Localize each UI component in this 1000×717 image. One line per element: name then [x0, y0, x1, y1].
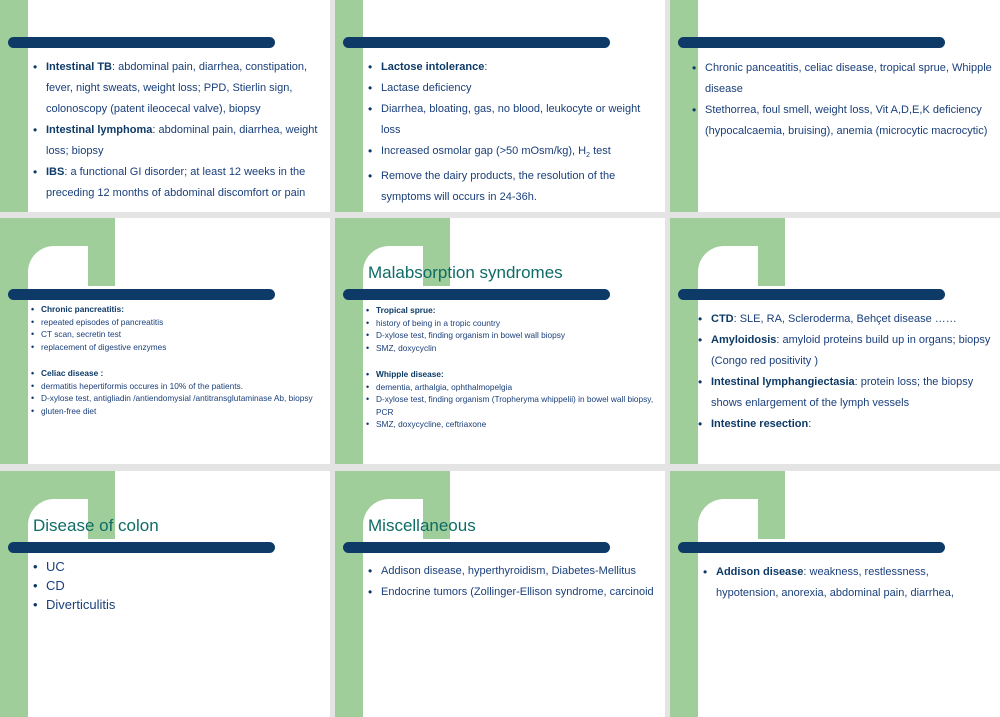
- slide-malabsorption[interactable]: [335, 218, 665, 464]
- list-item: • CT scan, secretin test: [31, 328, 321, 341]
- title-bar: [343, 542, 610, 553]
- title-bar: [343, 37, 610, 48]
- slide-title: Disease of colon: [33, 516, 159, 535]
- list-item: • Lactase deficiency: [368, 78, 653, 99]
- bullet-list: [698, 309, 993, 435]
- list-item: • Chronic pancreatitis:: [31, 303, 321, 316]
- slide-addison[interactable]: [670, 471, 1000, 717]
- list-item: • SMZ, doxycycline, ceftriaxone: [366, 418, 656, 431]
- list-item: • Diarrhea, bloating, gas, no blood, leukocyte or weight loss: [368, 99, 653, 141]
- list-item: • CD: [33, 576, 115, 595]
- list-item: • history of being in a tropic country: [366, 317, 656, 330]
- bullet-list: [703, 562, 993, 604]
- list-item: • CTD: SLE, RA, Scleroderma, Behçet disease ……: [698, 309, 993, 330]
- bullet-list: [368, 561, 658, 603]
- list-item: • D-xylose test, finding organism in bowel wall biopsy: [366, 329, 656, 342]
- slide-title: Malabsorption syndromes: [368, 263, 563, 282]
- list-item: • dermatitis hepertiformis occures in 10% of the patients.: [31, 380, 321, 393]
- list-item: • D-xylose test, antigliadin /antiendomysial /antitransglutaminase Ab, biopsy: [31, 392, 321, 405]
- bullet-list: [368, 57, 653, 208]
- slide-steatorrhea[interactable]: [670, 0, 1000, 212]
- title-bar: [8, 542, 275, 553]
- list-item: • Addison disease, hyperthyroidism, Diabetes-Mellitus: [368, 561, 658, 582]
- bullet-list: [33, 57, 318, 204]
- list-item: • gluten-free diet: [31, 405, 321, 418]
- bullet-list: [33, 557, 115, 614]
- slide-lactose-intolerance[interactable]: [335, 0, 665, 212]
- title-bar: [8, 289, 275, 300]
- title-bar: [678, 289, 945, 300]
- slide-ctd-amyloidosis[interactable]: [670, 218, 1000, 464]
- title-bar: [678, 542, 945, 553]
- list-item: • UC: [33, 557, 115, 576]
- list-item: • Celiac disease :: [31, 367, 321, 380]
- title-bar: [678, 37, 945, 48]
- list-item: • Stethorrea, foul smell, weight loss, Vit A,D,E,K deficiency (hypocalcaemia, bruising), anemia (microcytic macrocytic): [692, 100, 997, 142]
- bullet-list: [31, 303, 321, 417]
- title-bar: [343, 289, 610, 300]
- list-item: • Diverticulitis: [33, 595, 115, 614]
- slide-title: Miscellaneous: [368, 516, 476, 535]
- list-item: • Intestinal TB: abdominal pain, diarrhea, constipation, fever, night sweats, weight loss; PPD, Stierlin sign, colonoscopy (patent ileocecal valve), biopsy: [33, 57, 318, 120]
- list-item: • SMZ, doxycyclin: [366, 342, 656, 355]
- slide-intestinal-tb[interactable]: [0, 0, 330, 212]
- list-item: • Tropical sprue:: [366, 304, 656, 317]
- slide-disease-of-colon[interactable]: [0, 471, 330, 717]
- green-band: [335, 0, 363, 212]
- list-item: • Increased osmolar gap (>50 mOsm/kg), $H_2$ test: [368, 141, 653, 166]
- list-item: • Intestine resection:: [698, 414, 993, 435]
- slide-pancreatitis-celiac[interactable]: [0, 218, 330, 464]
- list-item: • Addison disease: weakness, restlessness, hypotension, anorexia, abdominal pain, diarrhea,: [703, 562, 993, 604]
- bullet-list: [692, 58, 997, 142]
- list-item: • Whipple disease:: [366, 368, 656, 381]
- list-item: • Remove the dairy products, the resolution of the symptoms will occurs in 24-36h.: [368, 166, 653, 208]
- list-item: • Lactose intolerance:: [368, 57, 653, 78]
- slide-miscellaneous[interactable]: [335, 471, 665, 717]
- list-item: • D-xylose test, finding organism (Tropheryma whippelii) in bowel wall biopsy, PCR: [366, 393, 656, 418]
- list-item: • dementia, arthalgia, ophthalmopelgia: [366, 381, 656, 394]
- bullet-list: [366, 304, 656, 431]
- green-band: [0, 0, 28, 212]
- list-item: • repeated episodes of pancreatitis: [31, 316, 321, 329]
- list-item: • replacement of digestive enzymes: [31, 341, 321, 354]
- list-item: • Chronic panceatitis, celiac disease, tropical sprue, Whipple disease: [692, 58, 997, 100]
- list-item: • Intestinal lymphangiectasia: protein loss; the biopsy shows enlargement of the lymph vessels: [698, 372, 993, 414]
- list-item: • IBS: a functional GI disorder; at least 12 weeks in the preceding 12 months of abdominal discomfort or pain: [33, 162, 318, 204]
- list-item: • Intestinal lymphoma: abdominal pain, diarrhea, weight loss; biopsy: [33, 120, 318, 162]
- list-item: • Amyloidosis: amyloid proteins build up in organs; biopsy (Congo red positivity ): [698, 330, 993, 372]
- title-bar: [8, 37, 275, 48]
- list-item: • Endocrine tumors (Zollinger-Ellison syndrome, carcinoid: [368, 582, 658, 603]
